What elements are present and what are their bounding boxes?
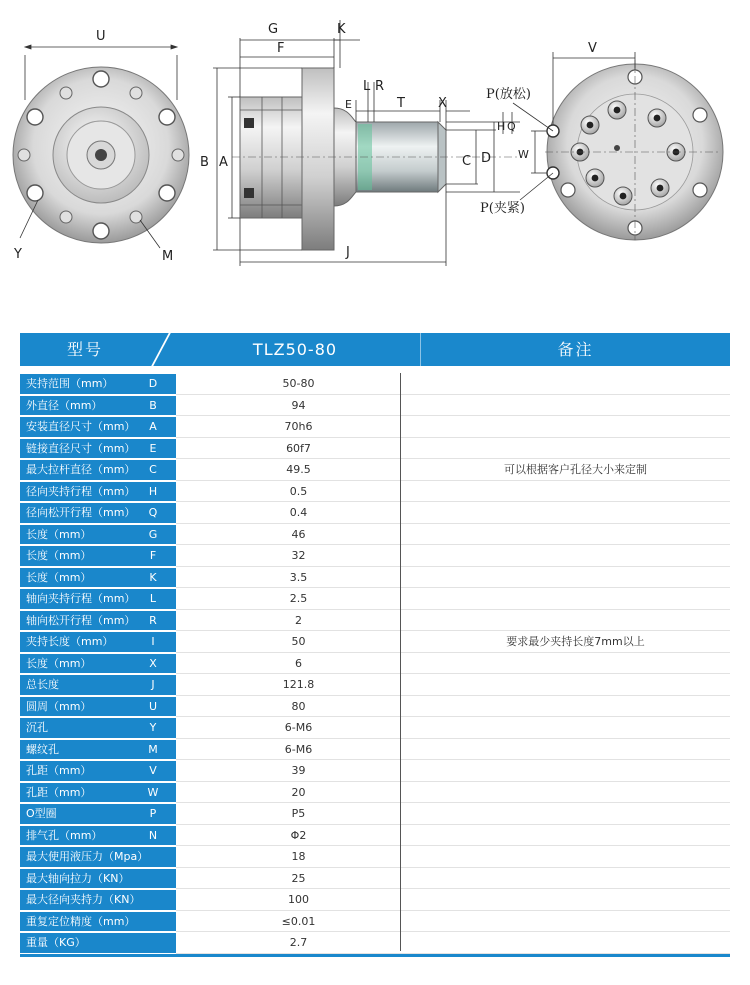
table-row	[20, 803, 730, 825]
row-param-name: 夹持范围（mm）	[26, 377, 114, 390]
table-row	[20, 502, 730, 524]
row-label-cell	[20, 632, 176, 652]
row-value: 6-M6	[284, 721, 313, 734]
dim-k-label: K	[337, 22, 346, 37]
row-param-symbol	[130, 912, 176, 932]
dim-q-label: Q	[507, 120, 516, 133]
row-param-name: 长度（mm）	[26, 570, 92, 584]
row-value: 60f7	[286, 441, 311, 455]
row-note	[421, 846, 730, 868]
row-param-name: 长度（mm）	[26, 549, 92, 562]
row-param-symbol: M	[148, 742, 158, 756]
front-view	[13, 29, 189, 264]
table-row	[20, 846, 730, 868]
side-flange	[302, 68, 334, 250]
table-row	[20, 868, 730, 890]
row-label-cell	[20, 589, 176, 609]
row-value: 0.4	[289, 506, 308, 519]
row-label-cell	[20, 460, 176, 480]
technical-drawing	[0, 0, 750, 300]
row-label-cell	[20, 503, 176, 523]
row-label-cell	[20, 374, 176, 394]
rear-label-p-release: P(放松)	[486, 87, 531, 102]
row-note: 要求最少夹持长度7mm以上	[506, 635, 645, 648]
side-collet-body	[240, 97, 302, 218]
row-param-name: 轴向夹持行程（mm）	[26, 592, 136, 605]
rear-vent-hole	[614, 145, 620, 151]
row-note	[421, 782, 730, 804]
row-label-cell	[20, 568, 176, 588]
table-row	[20, 825, 730, 847]
row-value: 2	[295, 613, 302, 627]
table-bottom-rule	[20, 954, 730, 957]
row-value: 80	[291, 699, 306, 713]
row-note	[421, 373, 730, 395]
row-note	[421, 653, 730, 675]
row-param-symbol	[130, 890, 176, 910]
row-note	[421, 524, 730, 546]
table-row	[20, 911, 730, 933]
table-row	[20, 932, 730, 954]
row-value: 46	[291, 527, 306, 541]
row-param-name: O型圈	[26, 807, 57, 820]
table-row	[20, 459, 730, 481]
table-row	[20, 653, 730, 675]
row-param-name: 总长度	[26, 678, 59, 691]
row-param-name: 外直径（mm）	[26, 398, 103, 412]
row-value: 0.5	[289, 484, 308, 498]
dim-r-label: R	[375, 79, 385, 94]
row-param-symbol: P	[149, 807, 157, 820]
header-model-value: TLZ50-80	[252, 340, 338, 359]
dim-v-label: V	[588, 41, 597, 56]
row-value: 20	[291, 785, 306, 799]
row-param-name: 圆周（mm）	[26, 699, 92, 713]
row-param-name: 长度（mm）	[26, 656, 92, 670]
row-param-symbol: E	[149, 441, 157, 455]
row-label-cell	[20, 439, 176, 459]
dim-g-label: G	[268, 22, 279, 37]
row-note	[421, 868, 730, 890]
row-value: 49.5	[286, 463, 311, 476]
row-value: Φ2	[290, 828, 307, 842]
row-param-symbol	[130, 847, 176, 867]
row-label-cell	[20, 611, 176, 631]
table-row	[20, 373, 730, 395]
row-note	[421, 438, 730, 460]
front-label-m: M	[162, 249, 174, 264]
row-param-symbol: U	[148, 699, 158, 713]
front-center-hole	[95, 149, 107, 161]
row-value: ≤0.01	[281, 914, 316, 928]
table-row	[20, 545, 730, 567]
drawing-svg	[0, 0, 750, 300]
row-value: 70h6	[284, 420, 313, 433]
dim-l-label: L	[363, 79, 371, 94]
spec-table-body	[20, 373, 730, 954]
row-param-name: 夹持长度（mm）	[26, 635, 114, 648]
row-note	[421, 567, 730, 589]
row-label-cell	[20, 933, 176, 953]
table-row	[20, 739, 730, 761]
table-row	[20, 567, 730, 589]
row-note	[421, 696, 730, 718]
row-param-symbol: J	[151, 678, 155, 691]
row-param-name: 最大径向夹持力（KN）	[26, 893, 141, 906]
row-param-symbol: G	[148, 527, 158, 541]
dim-c-label: C	[462, 154, 472, 169]
row-param-name: 重复定位精度（mm）	[26, 914, 136, 928]
table-row	[20, 782, 730, 804]
row-label-cell	[20, 546, 176, 566]
row-value: 50-80	[282, 377, 315, 390]
row-note	[421, 911, 730, 933]
rear-label-p-clamp: P(夹紧)	[480, 201, 525, 216]
row-param-name: 沉孔	[26, 721, 48, 734]
dim-t-label: T	[397, 96, 405, 111]
table-row	[20, 438, 730, 460]
row-label-cell	[20, 912, 176, 932]
row-label-cell	[20, 718, 176, 738]
row-value: 2.7	[289, 936, 308, 949]
row-param-symbol: N	[148, 828, 158, 842]
dim-h-label: H	[497, 120, 506, 133]
row-label-cell	[20, 761, 176, 781]
table-row	[20, 481, 730, 503]
row-note	[421, 889, 730, 911]
row-label-cell	[20, 890, 176, 910]
row-param-symbol: D	[148, 377, 158, 390]
table-row	[20, 588, 730, 610]
row-value: 3.5	[289, 570, 308, 584]
row-param-symbol: Y	[149, 721, 157, 734]
row-param-symbol: B	[149, 398, 157, 412]
row-label-cell	[20, 847, 176, 867]
row-param-name: 排气孔（mm）	[26, 828, 103, 842]
row-param-name: 重量（KG）	[26, 936, 86, 949]
row-note	[421, 932, 730, 954]
row-value: 39	[291, 764, 306, 777]
row-param-name: 孔距（mm）	[26, 785, 92, 799]
front-label-y: Y	[14, 247, 22, 262]
row-param-symbol	[130, 869, 176, 889]
row-param-symbol	[130, 933, 176, 953]
row-param-name: 最大使用液压力（Mpa）	[26, 850, 149, 863]
row-label-cell	[20, 783, 176, 803]
dim-e-label: E	[345, 98, 352, 111]
row-note	[421, 717, 730, 739]
row-note	[421, 416, 730, 438]
row-param-name: 径向夹持行程（mm）	[26, 484, 136, 498]
row-note	[421, 545, 730, 567]
row-note	[421, 674, 730, 696]
row-param-name: 最大拉杆直径（mm）	[26, 463, 136, 476]
dim-w-label: W	[518, 148, 529, 161]
row-param-symbol: C	[149, 463, 157, 476]
row-note	[421, 803, 730, 825]
row-value: 100	[288, 893, 309, 906]
table-row	[20, 631, 730, 653]
table-row	[20, 524, 730, 546]
row-label-cell	[20, 740, 176, 760]
dim-f-label: F	[277, 41, 285, 56]
table-row	[20, 416, 730, 438]
dim-d-label: D	[481, 151, 492, 166]
row-note	[421, 395, 730, 417]
row-label-cell	[20, 675, 176, 695]
dim-b-label: B	[200, 155, 209, 170]
row-label-cell	[20, 482, 176, 502]
table-row	[20, 696, 730, 718]
row-note	[421, 610, 730, 632]
row-note: 可以根据客户孔径大小来定制	[504, 463, 647, 476]
row-note	[421, 760, 730, 782]
rear-view	[480, 41, 723, 240]
table-row	[20, 717, 730, 739]
row-value: 25	[291, 871, 306, 885]
row-value: 94	[291, 398, 306, 412]
row-value: 32	[291, 549, 306, 562]
row-value: 6-M6	[284, 742, 313, 756]
column-divider	[400, 373, 401, 951]
row-param-name: 安装直径尺寸（mm）	[26, 420, 136, 433]
row-param-name: 最大轴向拉力（KN）	[26, 871, 130, 885]
row-param-symbol: I	[151, 635, 155, 648]
row-param-symbol: W	[147, 785, 159, 799]
row-param-symbol: H	[148, 484, 158, 498]
row-label-cell	[20, 654, 176, 674]
row-param-name: 链接直径尺寸（mm）	[26, 441, 136, 455]
row-param-name: 径向松开行程（mm）	[26, 506, 136, 519]
row-param-symbol: X	[149, 656, 157, 670]
table-row	[20, 760, 730, 782]
dim-x-label: X	[438, 96, 447, 111]
row-note	[421, 481, 730, 503]
side-slot-top	[244, 118, 254, 128]
row-note	[421, 825, 730, 847]
header-note-label: 备注	[557, 340, 594, 359]
row-value: 121.8	[282, 678, 315, 691]
row-param-name: 孔距（mm）	[26, 764, 92, 777]
dim-a-label: A	[219, 155, 228, 170]
row-param-symbol: L	[149, 592, 157, 605]
row-param-name: 轴向松开行程（mm）	[26, 613, 136, 627]
row-value: P5	[291, 807, 306, 820]
row-param-symbol: R	[149, 613, 157, 627]
row-label-cell	[20, 417, 176, 437]
row-value: 2.5	[289, 592, 308, 605]
header-model-label: 型号	[66, 340, 103, 359]
side-slot-bottom	[244, 188, 254, 198]
row-param-symbol: K	[149, 570, 157, 584]
row-value: 6	[295, 656, 302, 670]
dim-j-label: J	[346, 245, 350, 260]
row-note	[421, 588, 730, 610]
row-note	[421, 502, 730, 524]
row-param-name: 螺纹孔	[26, 742, 59, 756]
table-row	[20, 610, 730, 632]
row-param-symbol: V	[149, 764, 157, 777]
table-row	[20, 674, 730, 696]
row-label-cell	[20, 396, 176, 416]
table-row	[20, 889, 730, 911]
dim-u-label: U	[96, 29, 106, 44]
row-label-cell	[20, 826, 176, 846]
side-view	[200, 20, 520, 266]
row-param-symbol: A	[149, 420, 157, 433]
row-label-cell	[20, 804, 176, 824]
row-param-name: 长度（mm）	[26, 527, 92, 541]
row-label-cell	[20, 869, 176, 889]
row-label-cell	[20, 697, 176, 717]
row-value: 18	[291, 850, 306, 863]
row-label-cell	[20, 525, 176, 545]
row-note	[421, 739, 730, 761]
spec-table-header	[20, 333, 730, 366]
row-param-symbol: F	[149, 549, 157, 562]
table-row	[20, 395, 730, 417]
row-param-symbol: Q	[148, 506, 158, 519]
row-value: 50	[291, 635, 306, 648]
